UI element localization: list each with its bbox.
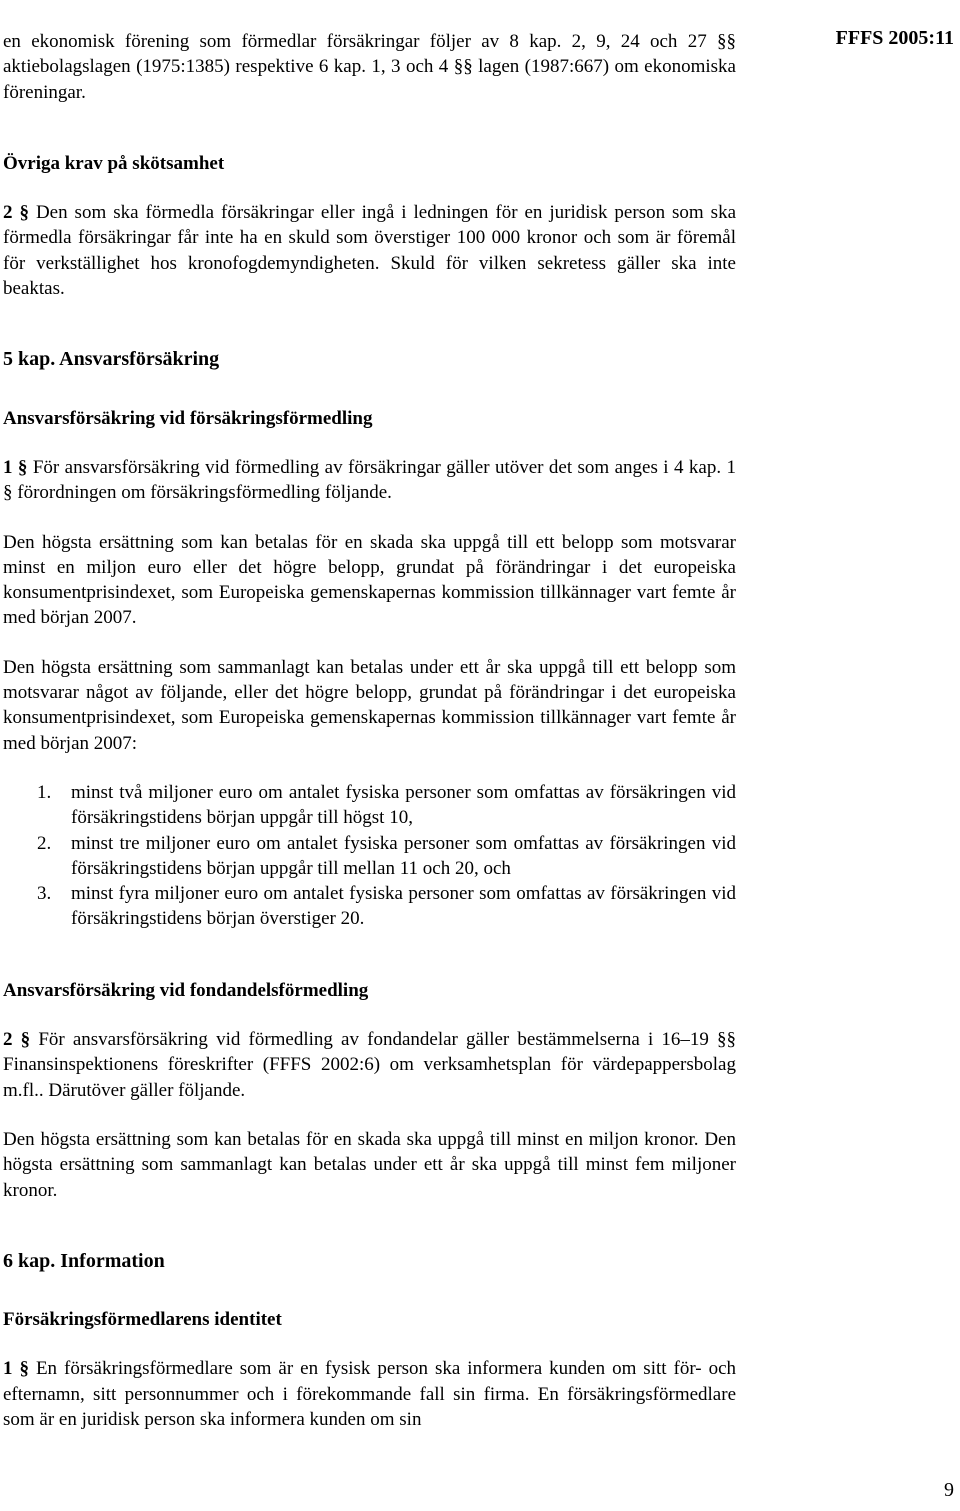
section-number: 2 § (3, 202, 29, 224)
heading-identitet: Försäkringsförmedlarens identitet (3, 1309, 282, 1331)
list-item-text: minst fyra miljoner euro om antalet fysiska personer som omfattas av försäkringen vid försäkringstidens början överstiger 20. (71, 883, 736, 930)
section-text: För ansvarsförsäkring vid förmedling av fondandelar gäller bestämmelserna i 16–19 §§ Finansinspektionens föreskrifter (FFFS 2002:6) om verksamhetsplan för värdepappersbolag m.fl.. Därutöver gäller följande. (3, 1029, 737, 1101)
section-number: 1 § (3, 1358, 29, 1380)
heading-ovriga-krav: Övriga krav på skötsamhet (3, 152, 225, 174)
section-2b-paragraph (3, 1027, 736, 1103)
paragraph-hogsta-ersattning-2: Den högsta ersättning som sammanlagt kan betalas under ett år ska uppgå till ett belopp som motsvarar något av följande, eller det högre belopp, grundat på förändringar i det europeiska konsumentprisindexet, som Europeiska gemenskapernas kommission tillkännager vart femte år med början 2007: (3, 656, 736, 754)
list-item-number: 1. (37, 781, 52, 803)
heading-fondandelsformedling: Ansvarsförsäkring vid fondandelsförmedling (3, 979, 369, 1001)
section-2-paragraph (3, 200, 736, 301)
section-number: 2 § (3, 1029, 31, 1051)
list-item (3, 780, 736, 831)
chapter-6-heading: 6 kap. Information (3, 1249, 165, 1272)
list-item (3, 831, 736, 882)
section-text: Den som ska förmedla försäkringar eller ingå i ledningen för en juridisk person som ska förmedla försäkringar får inte ha en skuld som överstiger 100 000 kronor och som är föremål för verkställighet hos kronofogdemyndigheten. Skuld för vilken sekretess gäller ska inte beaktas. (3, 202, 737, 300)
section-number: 1 § (3, 456, 28, 478)
list-item-number: 2. (37, 832, 52, 854)
section-text: För ansvarsförsäkring vid förmedling av försäkringar gäller utöver det som anges i 4 kap. 1 § förordningen om försäkringsförmedling följande. (3, 456, 737, 504)
document-body (3, 29, 736, 1432)
paragraph-hogsta-ersattning-1: Den högsta ersättning som kan betalas för en skada ska uppgå till ett belopp som motsvarar minst en miljon euro eller det högre belopp, grundat på förändringar i det europeiska konsumentprisindexet, som Europeiska gemenskapernas kommission tillkännager vart femte år med början 2007. (3, 531, 736, 629)
section-text: En försäkringsförmedlare som är en fysisk person ska informera kunden om sitt för- och efternamn, sitt personnummer och i förekommande fall sin firma. En försäkringsförmedlare som är en juridisk person ska informera kunden om sin (3, 1358, 736, 1430)
section-1-paragraph (3, 455, 736, 506)
list-item-text: minst två miljoner euro om antalet fysiska personer som omfattas av försäkringen vid försäkringstidens början uppgår till högst 10, (71, 781, 736, 829)
list-item-number: 3. (37, 883, 52, 905)
list-item (3, 881, 736, 932)
intro-paragraph: en ekonomisk förening som förmedlar försäkringar följer av 8 kap. 2, 9, 24 och 27 §§ aktiebolagslagen (1975:1385) respektive 6 kap. 1, 3 och 4 §§ lagen (1987:667) om ekonomiska föreningar. (3, 31, 736, 103)
section-1b-paragraph (3, 1356, 736, 1432)
page-header: FFFS 2005:11 (835, 27, 954, 49)
list-item-text: minst tre miljoner euro om antalet fysiska personer som omfattas av försäkringen vid försäkringstidens början uppgår till mellan 11 och 20, och (71, 832, 736, 879)
heading-ansvarsforsakring-forsakring: Ansvarsförsäkring vid försäkringsförmedling (3, 407, 373, 429)
numbered-list (3, 780, 736, 932)
chapter-5-heading: 5 kap. Ansvarsförsäkring (3, 348, 220, 371)
paragraph-fond-hogsta-ersattning: Den högsta ersättning som kan betalas för en skada ska uppgå till minst en miljon kronor. Den högsta ersättning som sammanlagt kan betalas under ett år ska uppgå till minst fem miljoner kronor. (3, 1128, 736, 1201)
page-number: 9 (944, 1478, 954, 1501)
